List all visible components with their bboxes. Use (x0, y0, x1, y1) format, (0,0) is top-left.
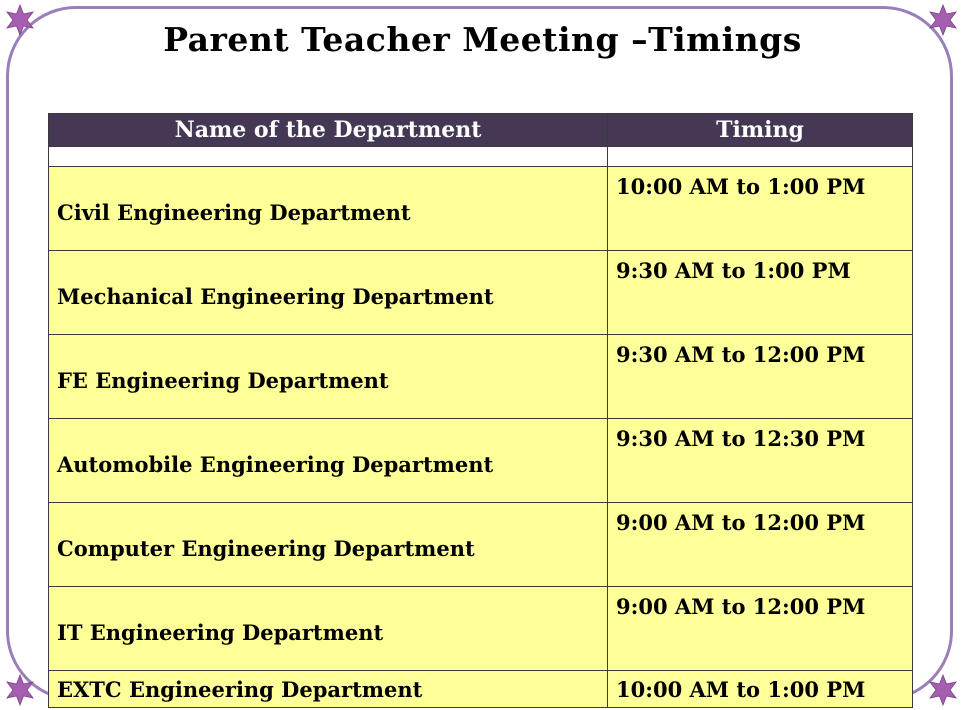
timings-table (48, 113, 913, 708)
department-cell: Mechanical Engineering Department (49, 251, 608, 335)
department-cell: Automobile Engineering Department (49, 419, 608, 503)
timing-cell: 9:30 AM to 1:00 PM (608, 251, 913, 335)
timing-cell: 10:00 AM to 1:00 PM (608, 671, 913, 708)
department-cell: IT Engineering Department (49, 587, 608, 671)
table-row (49, 671, 913, 708)
table-row (49, 167, 913, 251)
empty-cell (49, 147, 608, 167)
table-row (49, 419, 913, 503)
table-row (49, 503, 913, 587)
empty-cell (608, 147, 913, 167)
timing-cell: 10:00 AM to 1:00 PM (608, 167, 913, 251)
department-cell: Civil Engineering Department (49, 167, 608, 251)
column-header-timing: Timing (608, 114, 913, 147)
table-row (49, 587, 913, 671)
timing-cell: 9:30 AM to 12:00 PM (608, 335, 913, 419)
table-row (49, 335, 913, 419)
star-icon (927, 674, 959, 706)
department-cell: FE Engineering Department (49, 335, 608, 419)
timing-cell: 9:30 AM to 12:30 PM (608, 419, 913, 503)
timing-cell: 9:00 AM to 12:00 PM (608, 587, 913, 671)
table-header-row (49, 114, 913, 147)
column-header-department: Name of the Department (49, 114, 608, 147)
timing-cell: 9:00 AM to 12:00 PM (608, 503, 913, 587)
star-icon (4, 674, 36, 706)
page-title: Parent Teacher Meeting –Timings (163, 20, 802, 59)
department-cell: EXTC Engineering Department (49, 671, 608, 708)
table-row (49, 251, 913, 335)
table-spacer-row (49, 147, 913, 167)
department-cell: Computer Engineering Department (49, 503, 608, 587)
